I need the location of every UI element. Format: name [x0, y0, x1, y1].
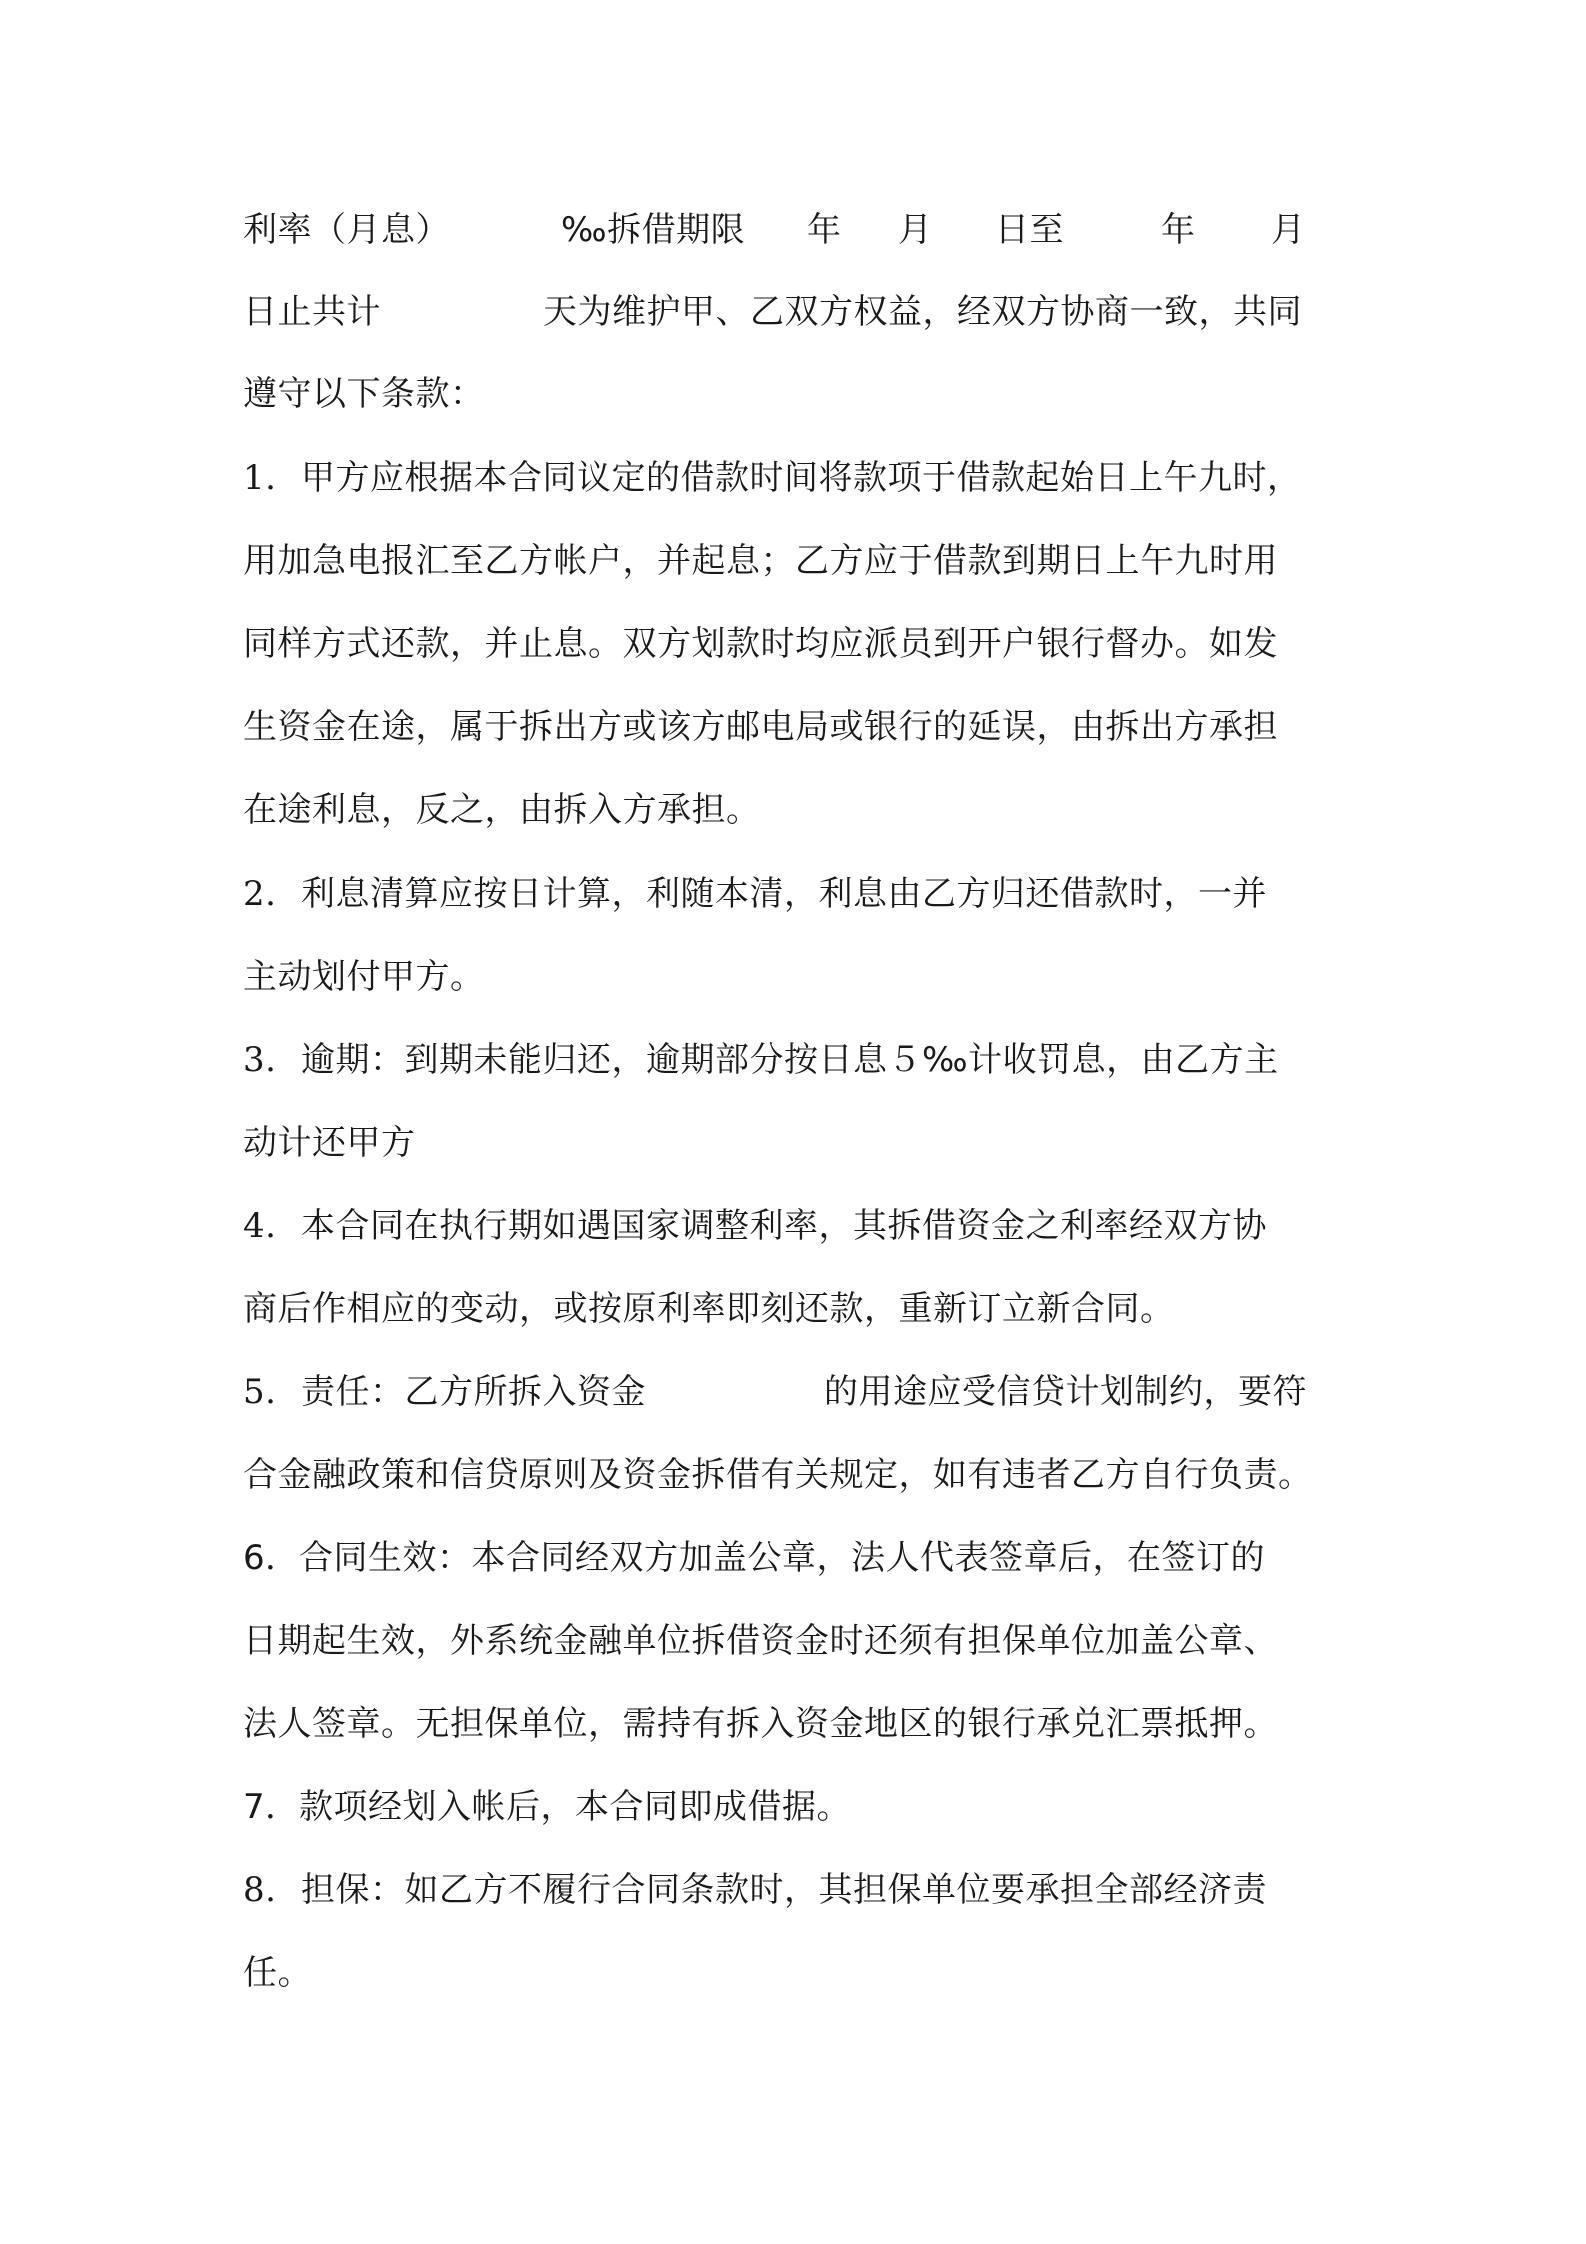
clause-6-text: 法人签章。无担保单位，需持有拆入资金地区的银行承兑汇票抵押。: [243, 1704, 1278, 1744]
start-year-label: 年: [807, 210, 842, 250]
clause-4-number: 4.: [243, 1206, 277, 1246]
clause-8-text: 任。: [243, 1953, 312, 1993]
clause-7-text: 款项经划入帐后，本合同即成借据。: [299, 1787, 851, 1827]
clause-2-number: 2.: [243, 874, 277, 914]
clause-3-text: 动计还甲方: [243, 1123, 416, 1163]
end-month-label: 月: [1271, 210, 1306, 250]
clause-5-text: 的用途应受信贷计划制约，要符: [824, 1372, 1307, 1412]
clause-5-text: 责任：乙方所拆入资金: [301, 1372, 646, 1412]
preamble-end: 遵守以下条款：: [243, 374, 485, 414]
clause-4-text: 本合同在执行期如遇国家调整利率，其拆借资金之利率经双方协: [301, 1206, 1267, 1246]
clause-7-number: 7．: [243, 1787, 300, 1827]
clause-5-number: 5.: [243, 1372, 277, 1412]
clause-1-text: 用加急电报汇至乙方帐户，并起息；乙方应于借款到期日上午九时用: [243, 541, 1278, 581]
clause-1-text: 生资金在途，属于拆出方或该方邮电局或银行的延误，由拆出方承担: [243, 707, 1278, 747]
clause-2-text: 主动划付甲方。: [243, 957, 485, 997]
clause-6-number: 6．: [243, 1538, 300, 1578]
start-day-to-label: 日至: [995, 210, 1064, 250]
clause-3-number: 3.: [243, 1040, 277, 1080]
clause-3-text: 逾期：到期未能归还，逾期部分按日息５‰计收罚息，由乙方主: [301, 1040, 1279, 1080]
clause-1-number: 1.: [243, 458, 277, 498]
clause-4-text: 商后作相应的变动，或按原利率即刻还款，重新订立新合同。: [243, 1289, 1175, 1329]
start-month-label: 月: [898, 210, 933, 250]
clause-8-text: 担保：如乙方不履行合同条款时，其担保单位要承担全部经济责: [301, 1870, 1267, 1910]
end-year-label: 年: [1161, 210, 1196, 250]
clause-8-number: 8.: [243, 1870, 277, 1910]
clause-2-text: 利息清算应按日计算，利随本清，利息由乙方归还借款时，一并: [301, 874, 1267, 914]
clause-1-text: 在途利息，反之，由拆入方承担。: [243, 790, 761, 830]
clause-1-text: 甲方应根据本合同议定的借款时间将款项于借款起始日上午九时，: [301, 458, 1302, 498]
clause-1-text: 同样方式还款，并止息。双方划款时均应派员到开户银行督办。如发: [243, 624, 1278, 664]
clause-5-text: 合金融政策和信贷原则及资金拆借有关规定，如有违者乙方自行负责。: [243, 1455, 1313, 1495]
clause-6-text: 日期起生效，外系统金融单位拆借资金时还须有担保单位加盖公章、: [243, 1621, 1278, 1661]
end-day-total-label: 日止共计: [243, 292, 381, 332]
clause-6-text: 合同生效：本合同经双方加盖公章，法人代表签章后，在签订的: [299, 1538, 1265, 1578]
interest-rate-label: 利率（月息）: [243, 210, 450, 250]
loan-term-label: ‰拆借期限: [561, 210, 746, 250]
preamble-text: 天为维护甲、乙双方权益，经双方协商一致，共同: [543, 292, 1302, 332]
